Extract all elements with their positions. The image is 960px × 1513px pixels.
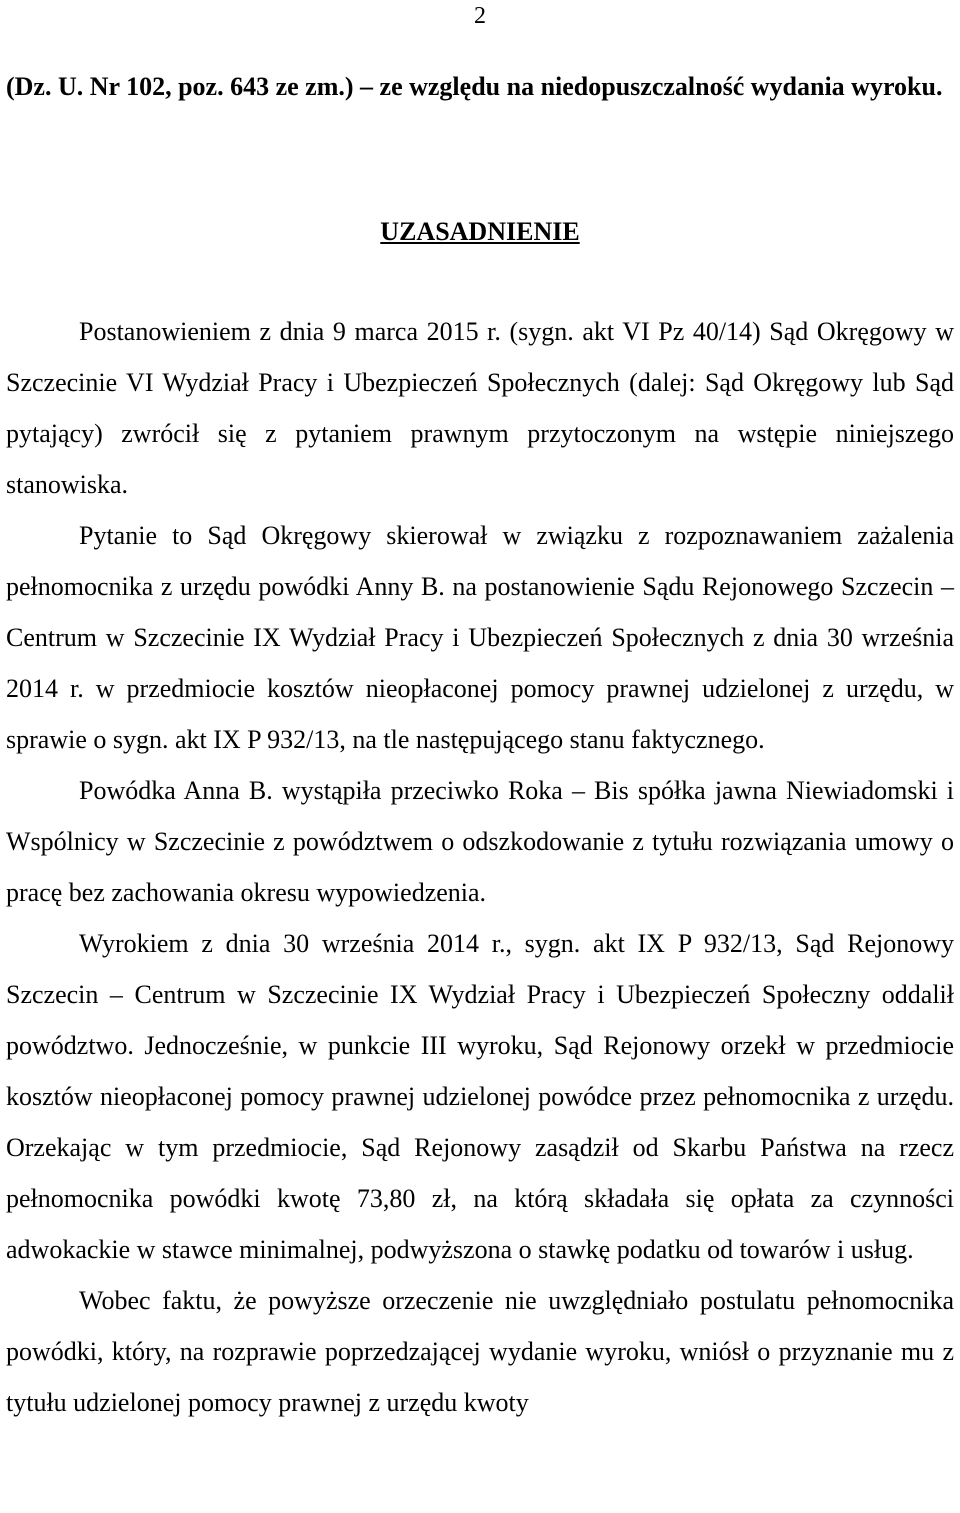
paragraph: Powódka Anna B. wystąpiła przeciwko Roka – Bis spółka jawna Niewiadomski i Wspólnicy w Szczecinie z powództwem o odszkodowanie z tytułu rozwiązania umowy o pracę bez zachowania okresu wypowiedzenia. bbox=[6, 776, 954, 907]
paragraph: Wobec faktu, że powyższe orzeczenie nie uwzględniało postulatu pełnomocnika powódki, który, na rozprawie poprzedzającej wydanie wyroku, wniósł o przyznanie mu z tytułu udzielonej pomocy prawnej z urzędu kwoty bbox=[6, 1286, 954, 1417]
body-text bbox=[6, 306, 954, 1428]
paragraph: Postanowieniem z dnia 9 marca 2015 r. (sygn. akt VI Pz 40/14) Sąd Okręgowy w Szczecinie VI Wydział Pracy i Ubezpieczeń Społecznych (dalej: Sąd Okręgowy lub Sąd pytający) zwrócił się z pytaniem prawnym przytoczonym na wstępie niniejszego stanowiska. bbox=[6, 317, 954, 499]
intro-text: (Dz. U. Nr 102, poz. 643 ze zm.) – ze względu na niedopuszczalność wydania wyroku. bbox=[6, 72, 943, 101]
page-number: 2 bbox=[474, 3, 486, 29]
paragraph: Pytanie to Sąd Okręgowy skierował w związku z rozpoznawaniem zażalenia pełnomocnika z urzędu powódki Anny B. na postanowienie Sądu Rejonowego Szczecin – Centrum w Szczecinie IX Wydział Pracy i Ubezpieczeń Społecznych z dnia 30 września 2014 r. w przedmiocie kosztów nieopłaconej pomocy prawnej udzielonej z urzędu, w sprawie o sygn. akt IX P 932/13, na tle następującego stanu faktycznego. bbox=[6, 521, 954, 754]
section-heading: UZASADNIENIE bbox=[380, 217, 580, 246]
paragraph: Wyrokiem z dnia 30 września 2014 r., sygn. akt IX P 932/13, Sąd Rejonowy Szczecin – Centrum w Szczecinie IX Wydział Pracy i Ubezpieczeń Społeczny oddalił powództwo. Jednocześnie, w punkcie III wyroku, Sąd Rejonowy orzekł w przedmiocie kosztów nieopłaconej pomocy prawnej udzielonej powódce przez pełnomocnika z urzędu. Orzekając w tym przedmiocie, Sąd Rejonowy zasądził od Skarbu Państwa na rzecz pełnomocnika powódki kwotę 73,80 zł, na którą składała się opłata za czynności adwokackie w stawce minimalnej, podwyższona o stawkę podatku od towarów i usług. bbox=[6, 929, 954, 1264]
